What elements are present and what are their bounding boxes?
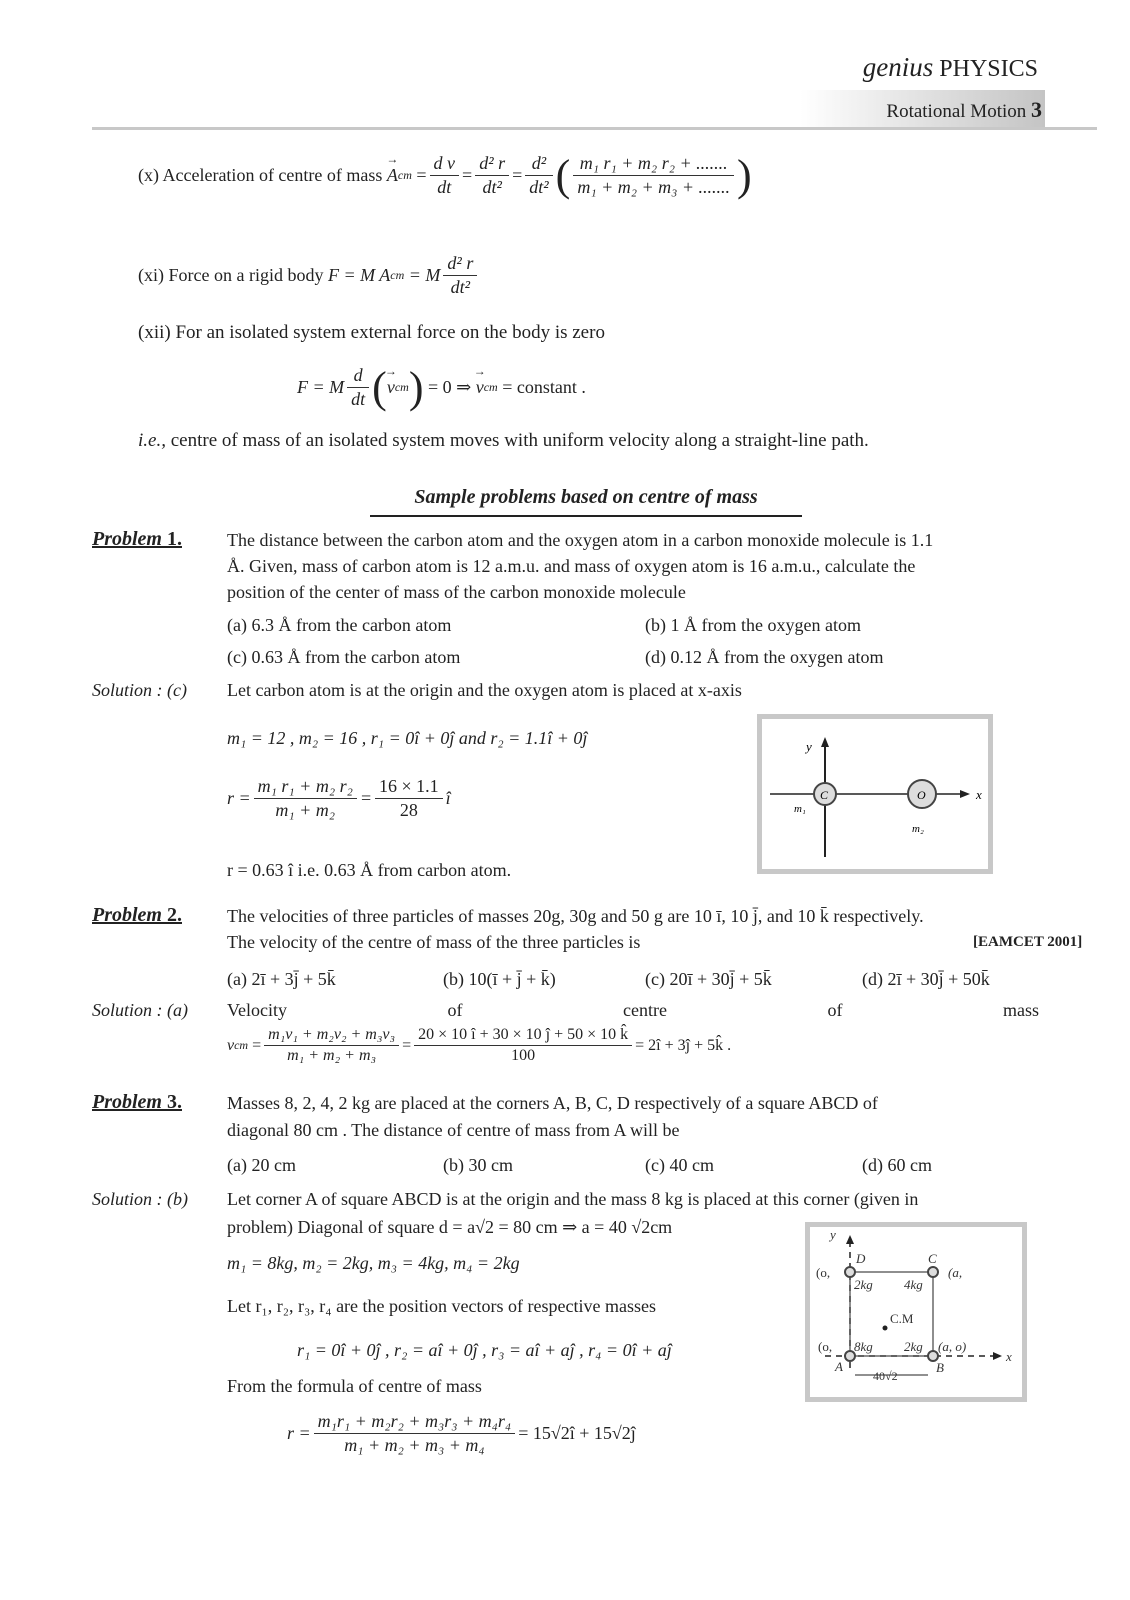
fraction xyxy=(475,152,509,199)
problem-text: The velocity of the centre of mass of the three particles is xyxy=(227,932,641,952)
m1-label: m₁ xyxy=(794,803,806,815)
formula-text: = 2î + 3ĵ + 5k̂ . xyxy=(635,1036,732,1054)
problem-text: position of the center of mass of the carbon monoxide molecule xyxy=(227,582,686,602)
formula-text: F = M A xyxy=(327,265,391,285)
formula-text: cm xyxy=(390,268,405,282)
numerator: d v xyxy=(430,152,460,176)
formula-text: cm xyxy=(483,380,498,394)
side-label: 40√2 xyxy=(873,1369,898,1383)
mass-b: 2kg xyxy=(904,1339,923,1354)
word: Velocity xyxy=(227,1000,287,1020)
square-diagram xyxy=(810,1227,1022,1397)
chapter-title xyxy=(886,97,1042,123)
mass-a: 8kg xyxy=(854,1339,873,1354)
denominator: m₁ + m₂ + m₃ xyxy=(287,1047,377,1064)
carbon-label: C xyxy=(820,788,829,802)
item-x-label: (x) Acceleration of centre of mass xyxy=(138,165,383,185)
denominator: dt² xyxy=(529,177,549,197)
option-a: (a) 6.3 Å from the carbon atom xyxy=(227,615,452,635)
solution-text: Let carbon atom is at the origin and the oxygen atom is placed at x-axis xyxy=(227,680,742,700)
formula-text: → v xyxy=(387,377,395,398)
fraction xyxy=(254,775,357,822)
numerator: d xyxy=(347,364,369,388)
formula-text: r = xyxy=(227,788,251,808)
solution-text: From the formula of centre of mass xyxy=(227,1376,482,1396)
formula-text: cm xyxy=(234,1038,249,1052)
coord-a: (o, xyxy=(818,1339,833,1354)
numerator: m₁v₁ + m₂v₂ + m₃v₃ xyxy=(264,1025,399,1046)
solution-formula: r = $\frac{\text{m₁ r₁ + m₂ r₂}}{\text{m₁ + m₂}}$ = $\frac{16 \times 1.1}{28}$ î xyxy=(227,776,451,820)
x-axis-label: x xyxy=(976,787,982,802)
coord-d: (o, xyxy=(816,1265,831,1280)
formula-text: î xyxy=(445,788,451,808)
section-heading: Sample problems based on centre of mass xyxy=(370,486,802,517)
problem-text: Å. Given, mass of carbon atom is 12 a.m.u. and mass of oxygen atom is 16 a.m.u., calculate the xyxy=(227,556,916,576)
co-diagram xyxy=(762,719,988,869)
denominator: m₁ + m₂ + m₃ + ....... xyxy=(577,177,731,197)
numerator: d² r xyxy=(443,252,477,276)
solution-formula xyxy=(287,1410,636,1457)
option-b: (b) 1 Å from the oxygen atom xyxy=(645,615,861,635)
option-c: (c) 20ī + 30j̄ + 5k̄ xyxy=(645,969,772,989)
option-c: (c) 40 cm xyxy=(645,1155,714,1175)
fraction xyxy=(347,364,369,411)
brand-genius: genius xyxy=(862,52,934,82)
fraction xyxy=(430,152,460,199)
problem-text: The velocities of three particles of masses 20g, 30g and 50 g are 10 ī, 10 j̄, and 10 k̄ respectively. xyxy=(227,906,924,926)
solution-text: Let r₁, r₂, r₃, r₄ are the position vectors of respective masses xyxy=(227,1296,656,1316)
denominator: m₁ + m₂ xyxy=(275,800,336,820)
solution-formula: v cm = $\frac{\text{m₁v₁ + m₂v₂ + m₃v₃}}{\text{m₁ + m₂ + m₃}}$ = $\frac{20 \times 10 î + 30 \times 10 ĵ + 50 \times 10 k̂}{100}$ = 2î + 3ĵ + 5k̂ . xyxy=(227,1026,732,1064)
formula-text: F = M xyxy=(297,377,345,397)
numerator: m₁r₁ + m₂r₂ + m₃r₃ + m₄r₄ xyxy=(314,1410,516,1434)
corner-a: A xyxy=(835,1359,843,1374)
option-b: (b) 30 cm xyxy=(443,1155,513,1175)
formula-text: r = xyxy=(287,1423,311,1443)
problem-text: The distance between the carbon atom and the oxygen atom in a carbon monoxide molecule is 1.1 xyxy=(227,530,934,550)
problem-text: diagonal 80 cm . The distance of centre of mass from A will be xyxy=(227,1120,680,1140)
option-d: (d) 0.12 Å from the oxygen atom xyxy=(645,647,884,667)
chapter-name: Rotational Motion xyxy=(886,101,1027,122)
problem-number: 1. xyxy=(167,528,182,550)
denominator: dt xyxy=(351,389,366,409)
solution-formula: m₁ = 8kg, m₂ = 2kg, m₃ = 4kg, m₄ = 2kg xyxy=(227,1253,520,1273)
formula-text: = 0 ⇒ xyxy=(427,377,472,397)
option-a: (a) 20 cm xyxy=(227,1155,296,1175)
formula-text: cm xyxy=(397,168,412,182)
fraction xyxy=(264,1025,399,1066)
solution-text: r = 0.63 î i.e. 0.63 Å from carbon atom. xyxy=(227,860,512,880)
numerator: d² xyxy=(525,152,552,176)
option-c: (c) 0.63 Å from the carbon atom xyxy=(227,647,461,667)
problem-label: Problem xyxy=(92,528,162,550)
item-xi xyxy=(138,252,480,299)
problem-number: 3. xyxy=(167,1091,182,1113)
fraction xyxy=(314,1410,516,1457)
numerator: m₁ r₁ + m₂ r₂ xyxy=(254,775,357,799)
word: mass xyxy=(1002,1000,1039,1020)
word: centre xyxy=(623,1000,667,1020)
numerator: m₁ r₁ + m₂ r₂ + ....... xyxy=(573,152,734,176)
item-xi-label: (xi) Force on a rigid body xyxy=(138,265,324,285)
header-rule xyxy=(92,127,1097,130)
formula-text: = constant . xyxy=(502,377,586,397)
item-xii-formula: F = M $\frac{d}{dt}$ ( → v cm ) = 0 ⇒ → v cm = constant . xyxy=(297,362,586,413)
formula-text: = 15√2î + 15√2ĵ xyxy=(518,1423,636,1443)
option-a: (a) 2ī + 3j̄ + 5k̄ xyxy=(227,969,336,989)
ie-line xyxy=(138,430,869,452)
mass-c: 4kg xyxy=(904,1277,923,1292)
numerator: 20 × 10 î + 30 × 10 ĵ + 50 × 10 k̂ xyxy=(414,1025,632,1046)
corner-d: D xyxy=(856,1251,866,1266)
oxygen-label: O xyxy=(917,788,926,802)
solution-text: problem) Diagonal of square d = a√2 = 80 cm ⇒ a = 40 √2cm xyxy=(227,1217,673,1237)
brand xyxy=(863,52,1038,83)
ie-text: centre of mass of an isolated system moves with uniform velocity along a straight-line path. xyxy=(170,430,869,451)
formula-text: cm xyxy=(394,380,409,394)
m2-label: m₂ xyxy=(912,823,924,835)
fraction xyxy=(525,152,552,199)
denominator: 28 xyxy=(399,800,418,820)
brand-physics: PHYSICS xyxy=(939,56,1038,82)
fraction xyxy=(443,252,477,299)
mass-d: 2kg xyxy=(854,1277,873,1292)
item-x: (x) Acceleration of centre of mass → A cm = $\frac{\text{d v}}{dt}$ = $\frac{\text{d² r}}{\text{dt²}}$ = $\frac{\text{d²}}{\text{dt²}}$ ( $\frac{\text{m₁ r₁ + m₂ r₂ + .......}}{\text{m₁ + m₂ + m₃ + .......}}$ ) xyxy=(138,150,752,201)
corner-b: B xyxy=(936,1360,944,1375)
problem-label: Problem xyxy=(92,904,162,926)
word: of xyxy=(827,1000,843,1020)
solution-label: Solution : (b) xyxy=(92,1189,188,1209)
denominator: m₁ + m₂ + m₃ + m₄ xyxy=(344,1435,485,1455)
x-axis-label: x xyxy=(1006,1349,1012,1364)
problem-1-label xyxy=(92,528,182,551)
coord-c: (a, xyxy=(948,1265,963,1280)
page-number: 3 xyxy=(1031,97,1042,122)
formula-text: v xyxy=(227,1036,235,1054)
option-d: (d) 2ī + 30j̄ + 50k̄ xyxy=(862,969,990,989)
formula-text: → A xyxy=(387,165,398,186)
denominator: dt xyxy=(437,177,452,197)
solution-text xyxy=(227,1000,1039,1021)
square-figure xyxy=(805,1222,1027,1402)
solution-formula: r₁ = 0î + 0ĵ , r₂ = aî + 0ĵ , r₃ = aî + aĵ , r₄ = 0î + aĵ xyxy=(297,1340,672,1360)
ie-label: i.e., xyxy=(138,430,166,451)
fraction xyxy=(573,152,734,199)
problem-3-label xyxy=(92,1091,182,1114)
numerator: 16 × 1.1 xyxy=(375,775,443,799)
problem-text: Masses 8, 2, 4, 2 kg are placed at the corners A, B, C, D respectively of a square ABCD of xyxy=(227,1093,878,1113)
solution-label: Solution : (a) xyxy=(92,1000,188,1020)
denominator: dt² xyxy=(482,177,502,197)
numerator: d² r xyxy=(475,152,509,176)
coord-b: (a, o) xyxy=(938,1339,967,1354)
option-d: (d) 60 cm xyxy=(862,1155,932,1175)
item-xii-label: (xii) For an isolated system external force on the body is zero xyxy=(138,322,605,343)
fraction xyxy=(414,1025,632,1066)
problem-number: 2. xyxy=(167,904,182,926)
word: of xyxy=(447,1000,463,1020)
denominator: dt² xyxy=(450,277,471,297)
problem-2-label xyxy=(92,904,182,927)
solution-text: Let corner A of square ABCD is at the origin and the mass 8 kg is placed at this corner (given in xyxy=(227,1189,919,1209)
formula-text: → v xyxy=(476,377,484,398)
option-b: (b) 10(ī + j̄ + k̄) xyxy=(443,969,556,989)
cm-label: C.M xyxy=(890,1311,914,1326)
corner-c: C xyxy=(928,1251,937,1266)
denominator: 100 xyxy=(511,1047,536,1064)
co-molecule-figure xyxy=(757,714,993,874)
y-axis-label: y xyxy=(806,739,812,754)
formula-text: = M xyxy=(408,265,441,285)
solution-formula: m₁ = 12 , m₂ = 16 , r₁ = 0î + 0ĵ and r₂ = 1.1î + 0ĵ xyxy=(227,728,588,748)
exam-tag: [EAMCET 2001] xyxy=(973,934,1083,950)
fraction xyxy=(375,775,443,822)
solution-label: Solution : (c) xyxy=(92,680,187,700)
problem-label: Problem xyxy=(92,1091,162,1113)
y-axis-label: y xyxy=(830,1227,836,1242)
